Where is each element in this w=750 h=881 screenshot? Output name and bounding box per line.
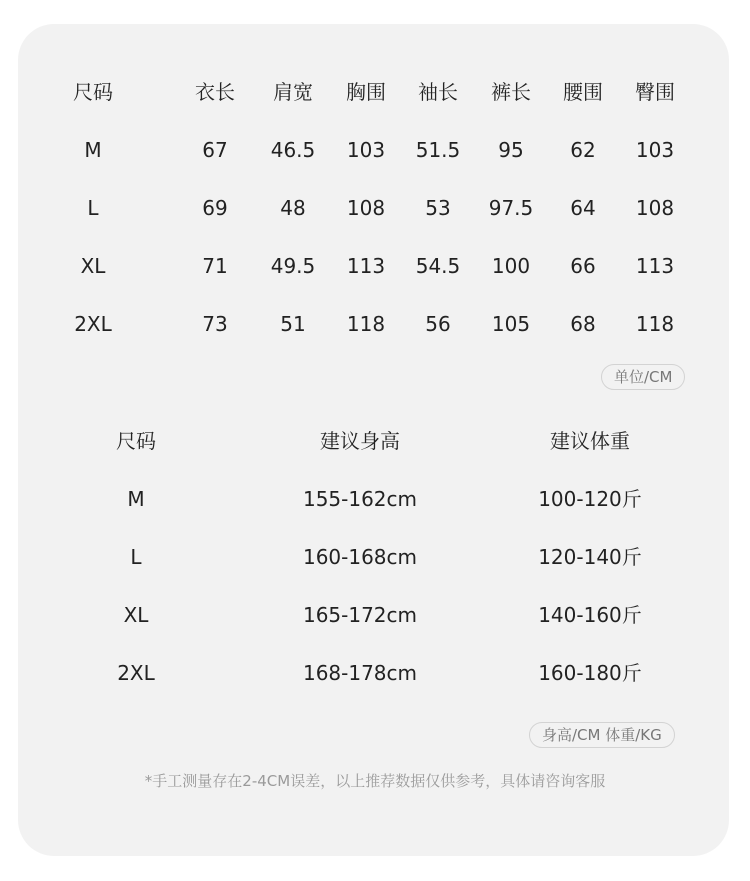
column-header: 尺码 — [116, 429, 156, 453]
column-header: 胸围 — [346, 80, 386, 104]
table-cell: 168-178cm — [302, 661, 418, 685]
table-cell: 113 — [635, 254, 675, 278]
table-row — [0, 537, 750, 577]
table-cell: 51 — [280, 312, 306, 336]
table-cell: 95 — [498, 138, 524, 162]
table-cell: XL — [123, 603, 149, 627]
table-cell: 2XL — [74, 312, 112, 336]
table-cell: 120-140斤 — [538, 545, 642, 569]
table-cell: 108 — [635, 196, 675, 220]
table-row — [0, 246, 750, 286]
column-header: 建议体重 — [550, 429, 630, 453]
table-row — [0, 479, 750, 519]
measurement-unit-badge: 单位/CM — [601, 364, 685, 390]
column-header: 衣长 — [195, 80, 235, 104]
column-header: 肩宽 — [273, 80, 313, 104]
table-cell: 100 — [491, 254, 531, 278]
table-cell: 160-168cm — [302, 545, 418, 569]
table-row — [0, 130, 750, 170]
table-cell: 118 — [346, 312, 386, 336]
recommendation-unit-badge: 身高/CM 体重/KG — [529, 722, 675, 748]
table-cell: 73 — [202, 312, 228, 336]
table-cell: 2XL — [117, 661, 155, 685]
table-cell: 66 — [570, 254, 596, 278]
table-cell: 67 — [202, 138, 228, 162]
table-cell: 53 — [425, 196, 451, 220]
table-cell: 49.5 — [270, 254, 316, 278]
table-cell: M — [84, 138, 102, 162]
table-cell: 118 — [635, 312, 675, 336]
table-cell: 69 — [202, 196, 228, 220]
table-cell: XL — [80, 254, 106, 278]
table-cell: 64 — [570, 196, 596, 220]
table-cell: 108 — [346, 196, 386, 220]
table-row — [0, 188, 750, 228]
table-cell: 71 — [202, 254, 228, 278]
column-header: 臀围 — [635, 80, 675, 104]
table-cell: 160-180斤 — [538, 661, 642, 685]
table-cell: 54.5 — [415, 254, 461, 278]
table-cell: 56 — [425, 312, 451, 336]
table-cell: 62 — [570, 138, 596, 162]
table-cell: 165-172cm — [302, 603, 418, 627]
table-cell: L — [87, 196, 99, 220]
column-header: 袖长 — [418, 80, 458, 104]
column-header: 尺码 — [73, 80, 113, 104]
table-row — [0, 304, 750, 344]
table-cell: 68 — [570, 312, 596, 336]
table-cell: 100-120斤 — [538, 487, 642, 511]
table-cell: L — [130, 545, 142, 569]
table-cell: 51.5 — [415, 138, 461, 162]
measurement-disclaimer: *手工测量存在2-4CM误差，以上推荐数据仅供参考，具体请咨询客服 — [144, 772, 606, 790]
table-cell: 113 — [346, 254, 386, 278]
column-header: 腰围 — [563, 80, 603, 104]
table-cell: 103 — [635, 138, 675, 162]
table-cell: 155-162cm — [302, 487, 418, 511]
column-header: 建议身高 — [320, 429, 400, 453]
table-cell: 97.5 — [488, 196, 534, 220]
table-cell: 46.5 — [270, 138, 316, 162]
table-row — [0, 595, 750, 635]
measurement-header-row — [0, 72, 750, 112]
column-header: 裤长 — [491, 80, 531, 104]
table-row — [0, 653, 750, 693]
table-cell: 105 — [491, 312, 531, 336]
table-cell: M — [127, 487, 145, 511]
table-cell: 103 — [346, 138, 386, 162]
recommendation-header-row — [0, 421, 750, 461]
table-cell: 140-160斤 — [538, 603, 642, 627]
table-cell: 48 — [280, 196, 306, 220]
